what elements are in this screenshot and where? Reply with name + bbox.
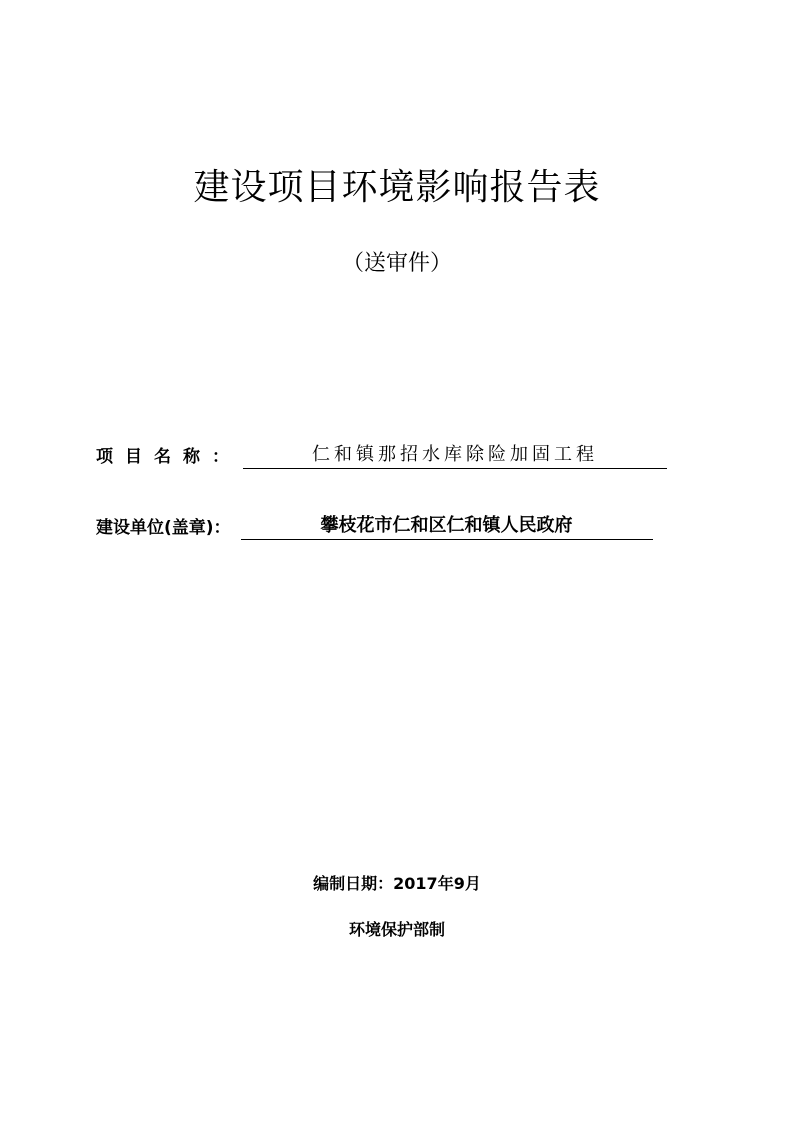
builder-value: 攀枝花市仁和区仁和镇人民政府 — [241, 514, 653, 540]
project-name-label: 项目名称： — [96, 447, 241, 467]
document-subtitle: （送审件） — [341, 251, 452, 276]
builder-row — [96, 512, 653, 540]
project-name-row — [96, 441, 667, 469]
builder-label: 建设单位(盖章)： — [96, 518, 231, 538]
issuing-authority: 环境保护部制 — [348, 920, 445, 939]
project-name-value: 仁和镇那招水库除险加固工程 — [243, 443, 667, 469]
document-title: 建设项目环境影响报告表 — [193, 167, 601, 208]
compile-date: 编制日期：2017年9月 — [313, 874, 481, 893]
